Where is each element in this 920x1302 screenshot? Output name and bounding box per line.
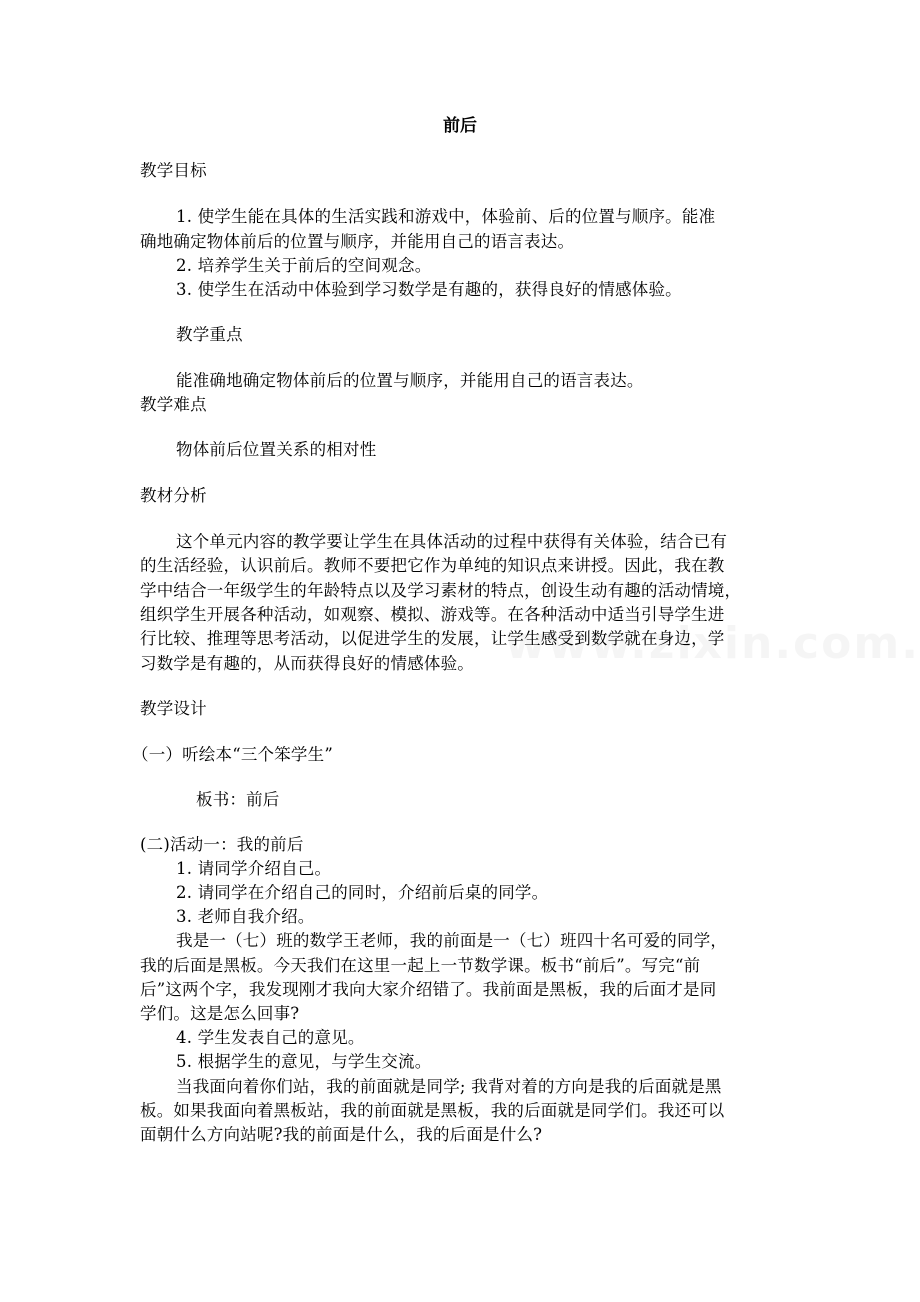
part2-line: 后”这两个字，我发现刚才我向大家介绍错了。我前面是黑板，我的后面才是同: [140, 980, 717, 999]
section-heading-design: 教学设计: [140, 699, 207, 718]
section-heading-difficulty: 教学难点: [140, 395, 207, 414]
analysis-line: 这个单元内容的教学要让学生在具体活动的过程中获得有关体验，结合已有: [176, 532, 728, 551]
part2-line: 我是一（七）班的数学王老师，我的前面是一（七）班四十名可爱的同学，: [176, 931, 728, 950]
part2-line: 当我面向着你们站，我的前面就是同学; 我背对着的方向是我的后面就是黑: [176, 1077, 722, 1096]
analysis-line: 的生活经验，认识前后。教师不要把它作为单纯的知识点来讲授。因此，我在教: [140, 556, 725, 575]
part2-line: 5. 根据学生的意见，与学生交流。: [176, 1052, 432, 1071]
document-title: 前后: [443, 116, 477, 136]
section-heading-analysis: 教材分析: [140, 486, 207, 505]
part2-line: 3. 老师自我介绍。: [176, 907, 315, 926]
part2-line: 板。如果我面向着黑板站，我的前面就是黑板，我的后面就是同学们。我还可以: [140, 1101, 725, 1120]
board-text: 板书：前后: [196, 790, 280, 809]
section-heading-goals: 教学目标: [140, 161, 207, 180]
analysis-line: 学中结合一年级学生的年龄特点以及学习素材的特点，创设生动有趣的活动情境，: [140, 581, 742, 600]
analysis-line: 组织学生开展各种活动，如观察、模拟、游戏等。在各种活动中适当引导学生进: [140, 605, 725, 624]
part2-line: 4. 学生发表自己的意见。: [176, 1028, 365, 1047]
part2-line: 2. 请同学在介绍自己的同时，介绍前后桌的同学。: [176, 883, 549, 902]
part2-line: 1. 请同学介绍自己。: [176, 859, 332, 878]
goal-line: 2. 培养学生关于前后的空间观念。: [176, 256, 432, 275]
part2-heading: (二)活动一：我的前后: [140, 835, 304, 854]
goal-line: 确地确定物体前后的位置与顺序，并能用自己的语言表达。: [140, 232, 575, 251]
key-text: 能准确地确定物体前后的位置与顺序，并能用自己的语言表达。: [176, 371, 644, 390]
section-heading-key: 教学重点: [176, 325, 243, 344]
part2-line: 学们。这是怎么回事?: [140, 1004, 300, 1023]
goal-line: 1. 使学生能在具体的生活实践和游戏中，体验前、后的位置与顺序。能准: [176, 207, 716, 226]
difficulty-text: 物体前后位置关系的相对性: [176, 440, 377, 459]
goal-line: 3. 使学生在活动中体验到学习数学是有趣的，获得良好的情感体验。: [176, 280, 682, 299]
part2-line: 面朝什么方向站呢?我的前面是什么，我的后面是什么?: [140, 1125, 543, 1144]
analysis-line: 习数学是有趣的，从而获得良好的情感体验。: [140, 654, 474, 673]
analysis-line: 行比较、推理等思考活动，以促进学生的发展，让学生感受到数学就在身边，学: [140, 629, 725, 648]
part2-line: 我的后面是黑板。今天我们在这里一起上一节数学课。板书“前后”。写完“前: [140, 956, 701, 975]
part1-heading: （一）听绘本“三个笨学生”: [132, 745, 333, 764]
